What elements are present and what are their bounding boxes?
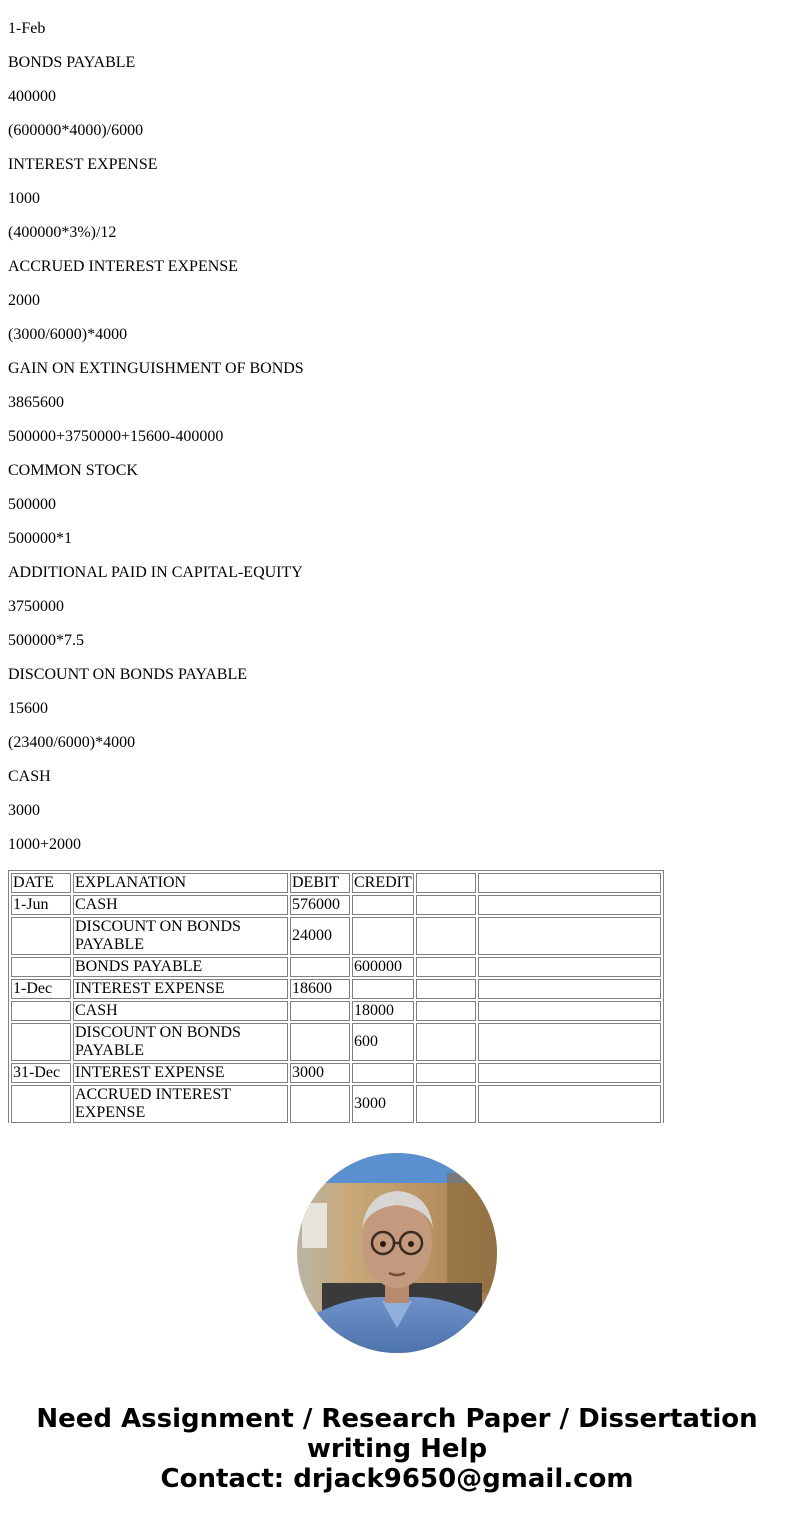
- header-credit: CREDIT: [354, 874, 412, 891]
- cell-debit: 18600: [290, 979, 350, 999]
- promo-contact: Contact: drjack9650@gmail.com: [160, 1464, 634, 1494]
- cell-empty: [416, 1063, 476, 1083]
- cell-debit: 3000: [290, 1063, 350, 1083]
- cell-date: [11, 957, 71, 977]
- cell-explanation: BONDS PAYABLE: [73, 957, 288, 977]
- cell-explanation: ACCRUED INTEREST EXPENSE: [73, 1085, 288, 1123]
- cell-date: [11, 1085, 71, 1123]
- cell-date: 31-Dec: [11, 1063, 71, 1083]
- cell-explanation: DISCOUNT ON BONDS PAYABLE: [73, 917, 288, 955]
- cell-date: [11, 1001, 71, 1021]
- cell-date: [11, 917, 71, 955]
- text-line: GAIN ON EXTINGUISHMENT OF BONDS: [8, 360, 304, 377]
- cell-empty: [416, 895, 476, 915]
- cell-empty: [416, 1001, 476, 1021]
- table-row: [11, 1023, 661, 1061]
- header-explanation: EXPLANATION: [73, 873, 288, 893]
- cell-empty: [478, 957, 661, 977]
- cell-credit: 3000: [352, 1085, 414, 1123]
- table-row: [11, 895, 661, 915]
- text-line: DISCOUNT ON BONDS PAYABLE: [8, 666, 248, 683]
- header-date: DATE: [11, 873, 71, 893]
- journal-table-container: [8, 870, 664, 1123]
- text-line: INTEREST EXPENSE: [8, 156, 158, 173]
- text-line: 2000: [8, 292, 40, 309]
- table-row: [11, 1085, 661, 1123]
- text-line: 1000: [8, 190, 40, 207]
- cell-empty: [416, 1085, 476, 1123]
- text-line: 500000*1: [8, 530, 72, 547]
- text-line: COMMON STOCK: [8, 462, 138, 479]
- cell-explanation: CASH: [73, 1001, 288, 1021]
- table-header-row: [11, 873, 661, 893]
- cell-credit: [352, 1063, 414, 1083]
- table-row: [11, 957, 661, 977]
- header-debit: DEBIT: [290, 873, 350, 893]
- cell-empty: [416, 1023, 476, 1061]
- cell-empty: [478, 979, 661, 999]
- header-empty: [478, 873, 661, 893]
- cell-explanation: INTEREST EXPENSE: [73, 1063, 288, 1083]
- text-line: 3865600: [8, 394, 64, 411]
- cell-date: 1-Jun: [11, 895, 71, 915]
- text-line: 1000+2000: [8, 836, 82, 853]
- cell-credit: 600: [352, 1023, 414, 1061]
- text-line: ADDITIONAL PAID IN CAPITAL-EQUITY: [8, 564, 303, 581]
- cell-empty: [478, 1023, 661, 1061]
- cell-empty: [478, 1085, 661, 1123]
- cell-debit: [290, 1085, 350, 1123]
- text-line: 3000: [8, 802, 40, 819]
- cell-empty: [416, 979, 476, 999]
- header-empty: [416, 873, 476, 893]
- cell-debit: 576000: [290, 895, 350, 915]
- cell-credit: [352, 917, 414, 955]
- text-line: (600000*4000)/6000: [8, 122, 144, 139]
- promo-line-1: Need Assignment / Research Paper / Dissertation: [36, 1404, 758, 1434]
- text-line: (3000/6000)*4000: [8, 326, 128, 343]
- cell-empty: [416, 917, 476, 955]
- avatar: [297, 1153, 497, 1353]
- table-row: [11, 979, 661, 999]
- text-line: BONDS PAYABLE: [8, 54, 136, 71]
- cell-date: 1-Dec: [11, 979, 71, 999]
- text-line: ACCRUED INTEREST EXPENSE: [8, 258, 238, 275]
- text-line: 3750000: [8, 598, 64, 615]
- text-line: CASH: [8, 768, 51, 785]
- text-line: 15600: [8, 700, 48, 717]
- cell-empty: [478, 917, 661, 955]
- table-row: [11, 1063, 661, 1083]
- text-line: 500000*7.5: [8, 632, 84, 649]
- tutor-photo: [297, 1153, 497, 1353]
- cell-empty: [416, 957, 476, 977]
- cell-credit: 18000: [352, 1001, 414, 1021]
- cell-empty: [478, 1063, 661, 1083]
- promo-banner: [0, 1404, 794, 1494]
- text-line: 400000: [8, 88, 56, 105]
- text-line: (23400/6000)*4000: [8, 734, 136, 751]
- table-row: [11, 1001, 661, 1021]
- cell-credit: [352, 979, 414, 999]
- promo-line-2: writing Help: [306, 1434, 488, 1464]
- table-row: [11, 917, 661, 955]
- cell-date: [11, 1023, 71, 1061]
- cell-empty: [478, 895, 661, 915]
- cell-empty: [478, 1001, 661, 1021]
- cell-credit: 600000: [352, 957, 414, 977]
- text-line: 500000+3750000+15600-400000: [8, 428, 224, 445]
- text-line: (400000*3%)/12: [8, 224, 117, 241]
- cell-debit: [290, 1023, 350, 1061]
- cell-explanation: DISCOUNT ON BONDS PAYABLE: [73, 1023, 288, 1061]
- cell-explanation: INTEREST EXPENSE: [73, 979, 288, 999]
- cell-debit: [290, 1001, 350, 1021]
- cell-debit: [290, 957, 350, 977]
- cell-credit: [352, 895, 414, 915]
- journal-table: [8, 870, 664, 1123]
- cell-debit: 24000: [290, 917, 350, 955]
- cell-explanation: CASH: [73, 895, 288, 915]
- text-line: 1-Feb: [8, 20, 46, 37]
- text-line: 500000: [8, 496, 56, 513]
